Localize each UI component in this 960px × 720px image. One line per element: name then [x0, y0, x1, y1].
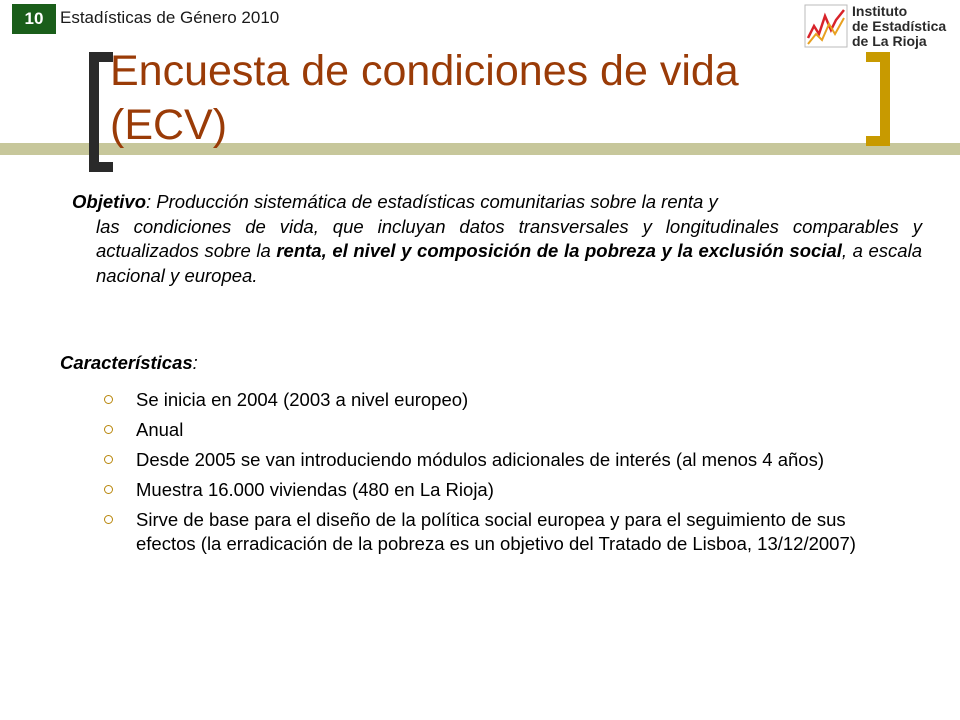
caracteristicas-heading	[60, 352, 198, 374]
list-item-text: Sirve de base para el diseño de la política social europea y para el seguimiento de sus efectos (la erradicación de la pobreza es un objetivo del Tratado de Lisboa, 13/12/2007)	[136, 509, 856, 554]
objetivo-text-3: , a escala nacional y europea.	[96, 240, 922, 286]
bullet-icon	[104, 395, 113, 404]
right-bracket	[866, 52, 890, 146]
list-item	[102, 508, 902, 556]
slide-title	[110, 44, 850, 152]
bullet-icon	[104, 515, 113, 524]
list-item-text: Desde 2005 se van introduciendo módulos adicionales de interés (al menos 4 años)	[136, 449, 825, 470]
list-item-text: Se inicia en 2004 (2003 a nivel europeo)	[136, 389, 469, 410]
objetivo-label: Objetivo	[72, 191, 147, 212]
list-item-text: Muestra 16.000 viviendas (480 en La Rioja)	[136, 479, 494, 500]
logo-line-2: de Estadística	[852, 17, 947, 34]
objetivo-continuation	[72, 215, 922, 289]
title-line-1: Encuesta de condiciones de vida	[110, 47, 739, 95]
logo-line-3: de La Rioja	[852, 32, 927, 49]
caracteristicas-list	[102, 388, 902, 562]
chart-line-logo-icon	[804, 4, 848, 48]
objetivo-text-1: : Producción sistemática de estadísticas comunitarias sobre la renta y	[146, 191, 718, 212]
objetivo-bold-text: renta, el nivel y composición de la pobreza y la exclusión social	[276, 240, 842, 261]
bullet-icon	[104, 485, 113, 494]
bullet-icon	[104, 455, 113, 464]
title-line-2: (ECV)	[110, 101, 228, 149]
objetivo-paragraph	[72, 190, 922, 288]
list-item	[102, 388, 902, 412]
list-item-text: Anual	[136, 419, 184, 440]
caracteristicas-colon: :	[192, 352, 198, 373]
institute-logo	[804, 2, 956, 50]
objetivo-text-2: las condiciones de vida, que incluyan datos transversales y longitudinales comparables y actualizados sobre la	[96, 215, 922, 261]
logo-line-1: Instituto	[852, 2, 908, 19]
slide-number-badge: 10	[12, 4, 56, 34]
caracteristicas-label: Características	[60, 352, 193, 373]
list-item	[102, 448, 902, 472]
bullet-icon	[104, 425, 113, 434]
list-item	[102, 418, 902, 442]
list-item	[102, 478, 902, 502]
logo-text	[852, 4, 946, 49]
header-title: Estadísticas de Género 2010	[60, 8, 280, 27]
